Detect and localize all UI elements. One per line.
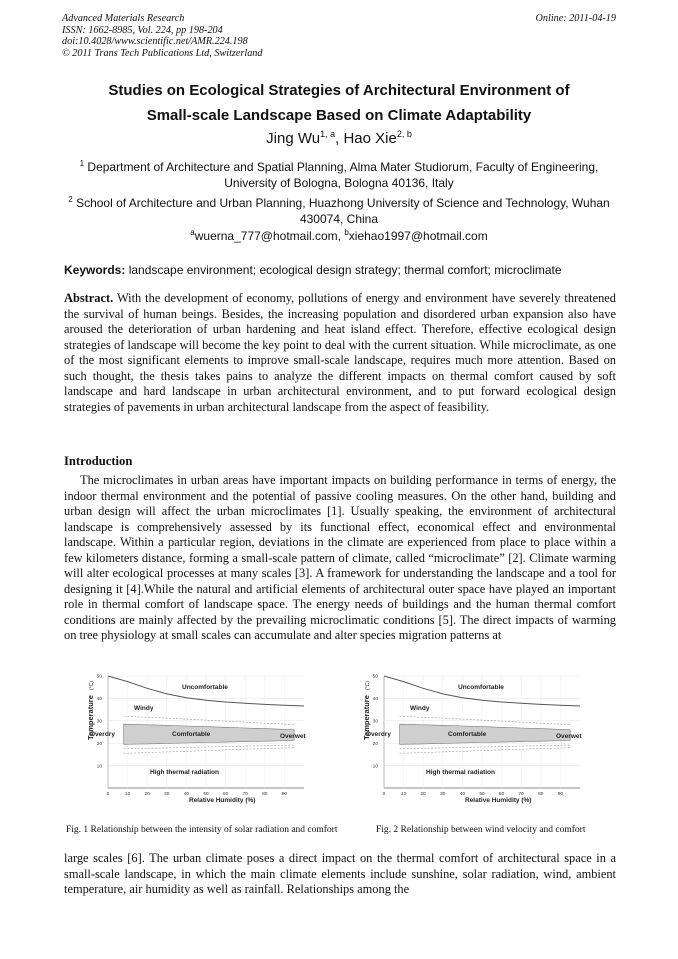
- affiliation-2-num: 2: [68, 195, 73, 204]
- figure-2-label-radiation: High thermal radiation: [426, 769, 495, 776]
- affiliation-1-text: Department of Architecture and Spatial Planning, Alma Mater Studiorum, Faculty of Engineering, University of Bologna, Bologna 40136, Italy: [87, 160, 599, 190]
- fig1-y-tick-label: 50: [96, 674, 102, 680]
- fig2-x-tick-label: 70: [518, 792, 524, 797]
- fig1-y-tick-label: 30: [96, 719, 102, 725]
- abstract: [64, 291, 620, 415]
- author-1-sup: 1, a: [320, 129, 336, 139]
- fig1-x-tick-label: 70: [242, 792, 248, 797]
- fig1-x-tick-label: 30: [164, 792, 170, 797]
- figure-1-label-overwet: Overwet: [280, 733, 306, 740]
- fig2-y-tick-label: 10: [372, 764, 378, 770]
- author-2-sup: 2, b: [396, 129, 412, 139]
- fig1-x-tick-label: 20: [144, 792, 150, 797]
- journal-name: Advanced Materials Research: [62, 13, 185, 24]
- figure-2-y-unit: (°C): [365, 681, 371, 690]
- body-paragraph-continued: large scales [6]. The urban climate poses a direct impact on the thermal comfort of architectural space in a small-scale landscape, in which the main climate elements include sunshine, solar radiation, wind, ambient temperature, air humidity as well as rainfall. Relationships among the: [64, 851, 616, 896]
- fig2-x-tick-label: 20: [420, 792, 426, 797]
- figure-1-label-radiation: High thermal radiation: [150, 769, 219, 776]
- fig1-x-tick-label: 50: [203, 792, 209, 797]
- affiliation-2: [62, 192, 616, 227]
- figure-2-x-label: Relative Humidity (%): [465, 797, 532, 804]
- fig1-x-tick-label: 10: [124, 792, 131, 797]
- issn-line: ISSN: 1662-8985, Vol. 224, pp 198-204: [62, 24, 223, 36]
- figure-2-label-overwet: Overwet: [556, 733, 582, 740]
- figure-1-label-uncomfortable: Uncomfortable: [182, 684, 228, 691]
- introduction-paragraph: The microclimates in urban areas have important impacts on building performance in terms of energy, the indoor thermal environment and the potential of passive cooling measures. On the other hand, building and urban design will affect the urban microclimates [1]. Usually speaking, the environment of architectural landscape is comprehensively assessed by its functional effect, economical effect and environmental landscape. Within a particular region, deviations in the climate are experienced from place to place within a few kilometers distance, forming a small-scale pattern of climate, called “microclimate” [2]. Climate warming will alter ecological processes at many scales [3]. A framework for understanding the landscape and a tool for designing it [4].While the natural and artificial elements of architectural outer space have played an important role in thermal comfort of landscape space. The energy needs of buildings and the human thermal comfort conditions are mainly affected by the prevailing microclimatic conditions [5]. The direct impacts of warming on tree physiology at small scales can accumulate and alter species migration patterns at: [64, 473, 616, 642]
- figure-2-label-comfortable: Comfortable: [448, 731, 487, 738]
- fig1-x-tick-label: 40: [183, 792, 190, 797]
- doi-line: doi:10.4028/www.scientific.net/AMR.224.198: [62, 36, 248, 48]
- figure-1-label-overdry: Overdry: [90, 731, 115, 738]
- fig2-x-tick-label: 90: [557, 792, 564, 797]
- journal-header: [62, 13, 262, 59]
- fig2-x-tick-label: 30: [440, 792, 446, 797]
- fig2-y-tick-label: 50: [372, 674, 378, 680]
- figure-2-label-windy: Windy: [410, 705, 430, 712]
- fig1-x-tick-label: 90: [281, 792, 288, 797]
- figure-1-x-label: Relative Humidity (%): [189, 797, 256, 804]
- email-line: [62, 228, 616, 243]
- keywords-text: landscape environment; ecological design strategy; thermal comfort; microclimate: [125, 263, 562, 277]
- fig2-x-tick-label: 50: [479, 792, 485, 797]
- affiliation-1: [62, 156, 616, 191]
- fig2-x-tick-label: 60: [498, 792, 505, 797]
- figure-1-y-label: Temperature: [86, 695, 95, 740]
- abstract-text: With the development of economy, pollutions of energy and environment have severely threatened the survival of human beings. Besides, the increasing population and disordered urban expansion also have aroused the deterioration of urban hardening and heat island effect. Therefore, effective ecological design strategies of landscape will become the key point to deal with the current situation. While microclimate, as one of the most significant elements to improve small-scale landscape, requires much more attention. Based on such thought, the thesis takes pains to analyze the different impacts on thermal comfort caused by soft landscape and hard landscape in urban architectural environment, and to put forward ecological design strategies of pavements in urban architectural landscape from the aspect of feasibility.: [64, 291, 620, 414]
- figure-2: [340, 668, 600, 816]
- fig1-y-tick-label: 20: [96, 741, 102, 747]
- fig1-x-tick-label: 0: [106, 792, 110, 797]
- figure-2-y-label: Temperature: [362, 695, 371, 740]
- figure-2-caption: Fig. 2 Relationship between wind velocity and comfort: [376, 825, 586, 835]
- fig1-x-tick-label: 80: [262, 792, 268, 797]
- online-date: Online: 2011-04-19: [535, 13, 616, 24]
- section-heading-introduction: Introduction: [64, 454, 133, 468]
- figure-1: [64, 668, 324, 816]
- figure-1-y-unit: (°C): [89, 681, 95, 690]
- figure-1-chart: [64, 668, 324, 816]
- keywords: [64, 263, 616, 277]
- figure-1-label-comfortable: Comfortable: [172, 731, 211, 738]
- author-2: Hao Xie: [343, 130, 397, 147]
- paper-title: [62, 78, 616, 128]
- figure-2-chart: [340, 668, 600, 816]
- title-line-1: Studies on Ecological Strategies of Architectural Environment of: [108, 82, 570, 99]
- figure-2-label-uncomfortable: Uncomfortable: [458, 684, 504, 691]
- fig2-x-tick-label: 80: [538, 792, 544, 797]
- affiliation-1-num: 1: [79, 159, 85, 168]
- abstract-label: Abstract.: [64, 291, 114, 305]
- fig1-y-tick-label: 40: [96, 697, 102, 703]
- email-b-sup: b: [344, 228, 349, 237]
- figure-1-caption: Fig. 1 Relationship between the intensity of solar radiation and comfort: [66, 825, 338, 835]
- fig2-y-tick-label: 40: [372, 697, 378, 703]
- fig2-x-tick-label: 0: [382, 792, 386, 797]
- email-a-sup: a: [190, 228, 195, 237]
- fig1-x-tick-label: 60: [222, 792, 229, 797]
- figure-2-y-ticks: [373, 674, 379, 770]
- figure-1-label-windy: Windy: [134, 705, 154, 712]
- copyright-line: © 2011 Trans Tech Publications Ltd, Switzerland: [62, 47, 263, 59]
- title-line-2: Small-scale Landscape Based on Climate Adaptability: [146, 107, 532, 124]
- author-separator: ,: [335, 130, 344, 147]
- fig2-y-tick-label: 30: [372, 719, 378, 725]
- fig1-y-tick-label: 10: [96, 764, 102, 770]
- keywords-label: Keywords:: [64, 263, 126, 277]
- fig2-y-tick-label: 20: [372, 741, 378, 747]
- figure-2-label-overdry: Overdry: [366, 731, 391, 738]
- figure-1-y-ticks: [97, 674, 103, 770]
- affiliation-2-text: School of Architecture and Urban Planning, Huazhong University of Science and Technology, Wuhan 430074, China: [76, 196, 610, 226]
- fig2-x-tick-label: 40: [459, 792, 466, 797]
- email-a: wuerna_777@hotmail.com,: [194, 229, 345, 243]
- email-b: xiehao1997@hotmail.com: [348, 229, 488, 243]
- fig2-x-tick-label: 10: [400, 792, 407, 797]
- author-line: [62, 129, 616, 147]
- author-1: Jing Wu: [266, 130, 321, 147]
